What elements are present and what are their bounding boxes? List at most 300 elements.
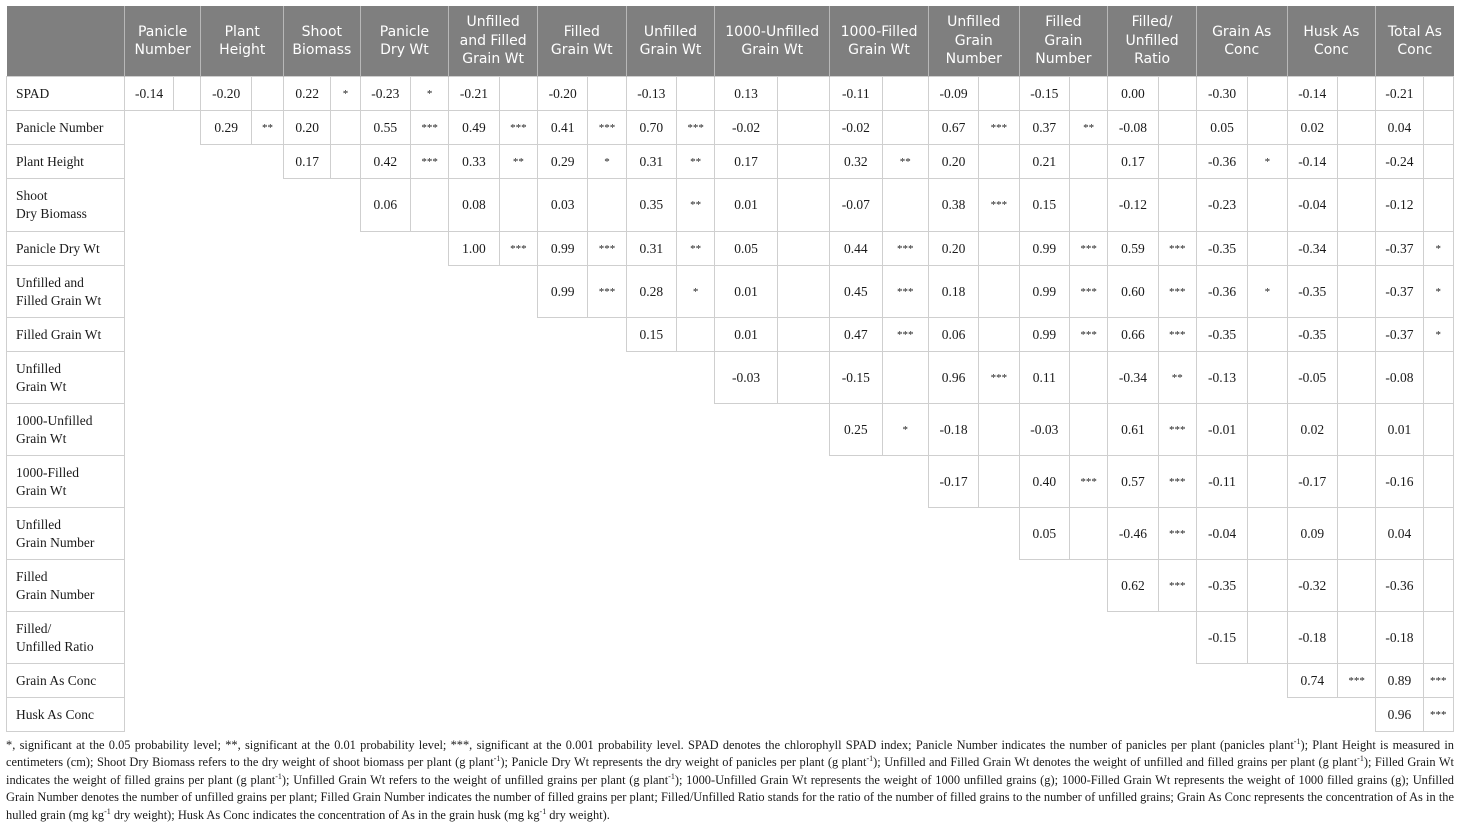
column-header-filled-unfilled-ratio xyxy=(1108,6,1197,77)
correlation-value-cell: -0.24 xyxy=(1376,145,1423,179)
correlation-value-cell: -0.37 xyxy=(1376,232,1423,266)
significance-cell: * xyxy=(1423,318,1453,352)
empty-lower-triangle-cell xyxy=(124,456,928,508)
correlation-value-cell: 0.62 xyxy=(1108,560,1158,612)
correlation-value-cell: -0.34 xyxy=(1287,232,1337,266)
correlation-value-cell: -0.16 xyxy=(1376,456,1423,508)
column-header-label: Total As xyxy=(1387,23,1442,40)
column-header-label: 1000-Filled xyxy=(840,23,918,40)
correlation-value-cell: 0.99 xyxy=(537,266,587,318)
table-row xyxy=(7,145,1454,179)
significance-cell: ** xyxy=(882,145,928,179)
significance-cell xyxy=(1069,508,1107,560)
significance-cell xyxy=(499,77,537,111)
column-header-label: Filled/ xyxy=(1131,14,1173,31)
column-header-total-as-conc xyxy=(1376,6,1454,77)
significance-cell: *** xyxy=(1158,318,1196,352)
significance-cell xyxy=(1337,612,1375,664)
correlation-value-cell: -0.36 xyxy=(1376,560,1423,612)
significance-cell xyxy=(331,111,360,145)
correlation-value-cell: 0.08 xyxy=(449,179,499,232)
footnote-text: dry weight). xyxy=(546,807,610,822)
correlation-value-cell: 0.99 xyxy=(1019,266,1069,318)
correlation-value-cell: -0.17 xyxy=(928,456,978,508)
significance-cell: ** xyxy=(677,145,715,179)
correlation-value-cell: 0.47 xyxy=(830,318,882,352)
row-label-text: Unfilled Ratio xyxy=(16,638,94,654)
row-label xyxy=(7,111,125,145)
significance-cell: ** xyxy=(1158,352,1196,404)
column-header-label: Grain xyxy=(1044,32,1083,49)
correlation-value-cell: 0.17 xyxy=(1108,145,1158,179)
correlation-value-cell: 0.15 xyxy=(626,318,676,352)
table-row xyxy=(7,664,1454,698)
significance-cell xyxy=(1337,111,1375,145)
column-header-label: Height xyxy=(219,42,266,58)
empty-lower-triangle-cell xyxy=(124,179,360,232)
significance-cell xyxy=(979,232,1019,266)
correlation-value-cell: 0.01 xyxy=(715,266,777,318)
significance-cell: * xyxy=(677,266,715,318)
footnote-text: dry weight); Husk As Conc indicates the concentration of As in the grain husk (mg kg xyxy=(110,807,540,822)
significance-cell xyxy=(979,318,1019,352)
column-header-label: Husk As xyxy=(1303,23,1360,40)
significance-cell xyxy=(1337,77,1375,111)
correlation-value-cell: 0.67 xyxy=(928,111,978,145)
significance-cell xyxy=(1423,404,1453,456)
significance-cell: *** xyxy=(1069,266,1107,318)
correlation-value-cell: -0.46 xyxy=(1108,508,1158,560)
significance-cell: *** xyxy=(588,232,626,266)
significance-cell xyxy=(1158,179,1196,232)
column-header-label: Filled xyxy=(563,23,600,40)
correlation-value-cell: -0.30 xyxy=(1196,77,1247,111)
row-label xyxy=(7,145,125,179)
significance-cell xyxy=(251,77,283,111)
table-row xyxy=(7,698,1454,732)
significance-cell: *** xyxy=(1158,232,1196,266)
significance-cell: *** xyxy=(588,266,626,318)
correlation-value-cell: 0.41 xyxy=(537,111,587,145)
correlation-value-cell: 0.55 xyxy=(360,111,410,145)
significance-cell xyxy=(1337,456,1375,508)
significance-cell xyxy=(1423,456,1453,508)
significance-cell xyxy=(1069,145,1107,179)
column-header-label: Panicle xyxy=(137,23,188,40)
footnote-superscript: -1 xyxy=(668,771,675,781)
correlation-value-cell: 0.06 xyxy=(360,179,410,232)
significance-cell xyxy=(1248,232,1287,266)
correlation-value-cell: 0.38 xyxy=(928,179,978,232)
table-row xyxy=(7,456,1454,508)
footnote-text: *, significant at the 0.05 probability level; **, significant at the 0.01 probability level; ***, significant at the 0.001 probability level. SPAD denotes the chlorophyll SPAD index; Panicle Number indicates the number of panicles per plant (panicles plant xyxy=(6,738,1294,752)
correlation-value-cell: 0.89 xyxy=(1376,664,1423,698)
empty-lower-triangle-cell xyxy=(124,698,1375,732)
significance-cell xyxy=(1248,77,1287,111)
correlation-value-cell: 0.01 xyxy=(1376,404,1423,456)
correlation-value-cell: 0.31 xyxy=(626,232,676,266)
significance-cell: * xyxy=(1248,266,1287,318)
row-label xyxy=(7,456,125,508)
column-header-label: Panicle xyxy=(379,23,430,40)
column-header-unfilled-filled-grain-wt xyxy=(449,6,538,77)
significance-cell xyxy=(1248,612,1287,664)
correlation-value-cell: -0.34 xyxy=(1108,352,1158,404)
empty-lower-triangle-cell xyxy=(124,508,1019,560)
row-label xyxy=(7,77,125,111)
column-header-label: Grain Wt xyxy=(550,42,613,58)
correlation-value-cell: -0.14 xyxy=(124,77,173,111)
column-header-label: Plant xyxy=(224,23,260,40)
row-label-text: 1000-Unfilled xyxy=(16,412,93,428)
correlation-value-cell: 0.99 xyxy=(1019,318,1069,352)
table-row xyxy=(7,77,1454,111)
column-header-grain-as-conc xyxy=(1196,6,1287,77)
column-header-label: Unfilled xyxy=(1125,32,1179,49)
significance-cell: * xyxy=(1423,232,1453,266)
significance-cell xyxy=(777,266,829,318)
header-corner-cell xyxy=(7,6,125,77)
row-label-text: Unfilled and xyxy=(16,274,84,290)
column-header-unfilled-grain-number xyxy=(928,6,1019,77)
correlation-value-cell: 0.13 xyxy=(715,77,777,111)
correlation-value-cell: -0.04 xyxy=(1287,179,1337,232)
significance-cell: *** xyxy=(1423,698,1453,732)
correlation-value-cell: -0.21 xyxy=(1376,77,1423,111)
significance-cell: *** xyxy=(1158,266,1196,318)
significance-cell: *** xyxy=(1158,404,1196,456)
significance-cell: *** xyxy=(1158,456,1196,508)
significance-cell xyxy=(1423,560,1453,612)
correlation-value-cell: -0.14 xyxy=(1287,145,1337,179)
significance-cell: * xyxy=(1248,145,1287,179)
footnote-superscript: -1 xyxy=(1293,737,1301,746)
correlation-value-cell: -0.03 xyxy=(715,352,777,404)
significance-cell xyxy=(1069,179,1107,232)
significance-cell xyxy=(1158,111,1196,145)
correlation-value-cell: 0.99 xyxy=(537,232,587,266)
correlation-value-cell: -0.18 xyxy=(928,404,978,456)
footnote-superscript: -1 xyxy=(493,754,501,764)
significance-cell xyxy=(1423,111,1453,145)
significance-cell xyxy=(1337,145,1375,179)
significance-cell xyxy=(777,232,829,266)
footnote-text: ); 1000-Unfilled Grain Wt represents the weight of 1000 unfilled grains (g); 1000-Filled Grain Wt represents the weight of 1000 filled grains (g); Unfilled Grain Number denotes the number of unfilled grains per plant; Filled Grain Number indicates the number of filled grains per plant; Filled/Unfilled Ratio stands for the ratio of the number of filled grains to the number of unfilled grains; Grain As Conc represents the concentration of As in the hulled grain (mg kg xyxy=(6,772,1455,822)
significance-cell xyxy=(1423,145,1453,179)
significance-cell xyxy=(588,179,626,232)
significance-cell: ** xyxy=(1069,111,1107,145)
column-header-label: Biomass xyxy=(292,42,352,58)
column-header-label: Grain As xyxy=(1212,23,1272,40)
significance-cell xyxy=(1337,352,1375,404)
column-header-label: Number xyxy=(945,51,1002,68)
correlation-value-cell: 0.17 xyxy=(284,145,331,179)
significance-cell xyxy=(1248,560,1287,612)
correlation-value-cell: 0.09 xyxy=(1287,508,1337,560)
column-header-label: Grain Wt xyxy=(848,42,910,58)
column-header-label: and Filled xyxy=(459,32,527,49)
significance-cell xyxy=(979,456,1019,508)
footnote-text: ); Filled Grain Wt indicates the weight of filled grains per plant (g plant xyxy=(6,755,1454,787)
table-row xyxy=(7,318,1454,352)
correlation-value-cell: 0.20 xyxy=(928,145,978,179)
row-label-text: Filled Grain Wt xyxy=(16,292,102,308)
correlation-value-cell: -0.35 xyxy=(1287,266,1337,318)
significance-cell xyxy=(1248,179,1287,232)
correlation-value-cell: 0.05 xyxy=(1196,111,1247,145)
significance-cell xyxy=(1337,318,1375,352)
correlation-value-cell: -0.09 xyxy=(928,77,978,111)
row-label-text: Unfilled xyxy=(16,516,61,532)
significance-cell xyxy=(1423,508,1453,560)
footnote-superscript: -1 xyxy=(1357,754,1364,764)
significance-cell: *** xyxy=(499,232,537,266)
correlation-value-cell: 0.03 xyxy=(537,179,587,232)
significance-cell xyxy=(979,145,1019,179)
correlation-value-cell: -0.35 xyxy=(1196,318,1247,352)
correlation-value-cell: -0.37 xyxy=(1376,318,1423,352)
correlation-value-cell: 0.02 xyxy=(1287,111,1337,145)
significance-cell xyxy=(1158,145,1196,179)
significance-cell: *** xyxy=(1158,508,1196,560)
row-label xyxy=(7,698,125,732)
significance-cell xyxy=(1069,352,1107,404)
significance-cell xyxy=(1337,404,1375,456)
significance-cell xyxy=(979,77,1019,111)
correlation-value-cell: -0.20 xyxy=(537,77,587,111)
table-row xyxy=(7,266,1454,318)
correlation-value-cell: 0.59 xyxy=(1108,232,1158,266)
significance-cell: *** xyxy=(1423,664,1453,698)
correlation-value-cell: 0.99 xyxy=(1019,232,1069,266)
correlation-value-cell: -0.15 xyxy=(830,352,882,404)
row-label-text: Grain Wt xyxy=(16,430,67,446)
significance-cell: *** xyxy=(979,352,1019,404)
significance-cell: ** xyxy=(251,111,283,145)
correlation-value-cell: -0.04 xyxy=(1196,508,1247,560)
footnote-superscript: -1 xyxy=(866,754,874,764)
row-label-text: Grain Wt xyxy=(16,378,67,394)
table-row xyxy=(7,111,1454,145)
row-label xyxy=(7,318,125,352)
significance-cell xyxy=(1337,508,1375,560)
significance-cell xyxy=(777,179,829,232)
significance-cell xyxy=(882,77,928,111)
correlation-value-cell: -0.15 xyxy=(1019,77,1069,111)
empty-lower-triangle-cell xyxy=(124,232,448,266)
column-header-label: Unfilled xyxy=(947,14,1001,31)
significance-cell xyxy=(777,77,829,111)
significance-cell xyxy=(1248,508,1287,560)
column-header-label: Grain xyxy=(954,32,993,49)
footnote-superscript: -1 xyxy=(104,806,111,816)
column-header-label: Filled xyxy=(1045,14,1082,31)
correlation-value-cell: -0.36 xyxy=(1196,266,1247,318)
correlation-value-cell: -0.05 xyxy=(1287,352,1337,404)
row-label xyxy=(7,266,125,318)
column-header-label: Unfilled xyxy=(643,23,698,40)
correlation-value-cell: -0.21 xyxy=(449,77,499,111)
correlation-value-cell: 0.31 xyxy=(626,145,676,179)
significance-cell: *** xyxy=(979,111,1019,145)
correlation-value-cell: -0.08 xyxy=(1108,111,1158,145)
correlation-table xyxy=(6,6,1454,732)
significance-cell xyxy=(1069,404,1107,456)
correlation-value-cell: -0.23 xyxy=(360,77,410,111)
correlation-value-cell: -0.07 xyxy=(830,179,882,232)
footnote-text: ); Plant Height is measured in centimeters (cm); Shoot Dry Biomass refers to the dry weight of shoot biomass per plant (g plant xyxy=(6,738,1454,770)
column-header-plant-height xyxy=(201,6,284,77)
empty-lower-triangle-cell xyxy=(124,318,626,352)
correlation-value-cell: -0.01 xyxy=(1196,404,1247,456)
significance-cell xyxy=(331,145,360,179)
significance-cell xyxy=(1337,560,1375,612)
correlation-value-cell: -0.12 xyxy=(1108,179,1158,232)
significance-cell: *** xyxy=(882,318,928,352)
significance-cell: *** xyxy=(411,111,449,145)
column-header-shoot-biomass xyxy=(284,6,361,77)
empty-lower-triangle-cell xyxy=(124,352,714,404)
significance-cell: *** xyxy=(677,111,715,145)
significance-cell: *** xyxy=(979,179,1019,232)
column-header-panicle-dry-wt xyxy=(360,6,449,77)
column-header-label: Grain Wt xyxy=(462,51,524,68)
significance-cell xyxy=(1423,352,1453,404)
correlation-value-cell: 0.40 xyxy=(1019,456,1069,508)
significance-cell: *** xyxy=(411,145,449,179)
significance-cell xyxy=(1423,179,1453,232)
column-header-filled-grain-wt xyxy=(537,6,626,77)
table-header-row xyxy=(7,6,1454,77)
correlation-value-cell: 0.15 xyxy=(1019,179,1069,232)
significance-cell xyxy=(1248,352,1287,404)
row-label-text: 1000-Filled xyxy=(16,464,79,480)
empty-lower-triangle-cell xyxy=(124,560,1107,612)
correlation-value-cell: 0.33 xyxy=(449,145,499,179)
correlation-value-cell: -0.14 xyxy=(1287,77,1337,111)
significance-cell xyxy=(979,404,1019,456)
table-footnote xyxy=(6,737,1454,824)
correlation-value-cell: 0.96 xyxy=(928,352,978,404)
correlation-value-cell: 0.74 xyxy=(1287,664,1337,698)
footnote-superscript: -1 xyxy=(539,806,547,816)
row-label xyxy=(7,232,125,266)
row-label-text: Grain As Conc xyxy=(16,672,97,688)
correlation-value-cell: -0.02 xyxy=(715,111,777,145)
correlation-value-cell: -0.36 xyxy=(1196,145,1247,179)
footnote-text: ); Unfilled and Filled Grain Wt denotes the weight of unfilled and filled grains per plant (g plant xyxy=(873,755,1358,770)
footnote-text: ); Unfilled Grain Wt refers to the weight of unfilled grains per plant (g plant xyxy=(281,772,669,787)
correlation-value-cell: -0.20 xyxy=(201,77,251,111)
significance-cell xyxy=(677,318,715,352)
correlation-value-cell: -0.32 xyxy=(1287,560,1337,612)
correlation-value-cell: 0.60 xyxy=(1108,266,1158,318)
correlation-value-cell: 0.49 xyxy=(449,111,499,145)
significance-cell: * xyxy=(588,145,626,179)
significance-cell xyxy=(1337,232,1375,266)
significance-cell: * xyxy=(882,404,928,456)
correlation-value-cell: -0.18 xyxy=(1287,612,1337,664)
significance-cell xyxy=(677,77,715,111)
correlation-value-cell: -0.23 xyxy=(1196,179,1247,232)
significance-cell: * xyxy=(1423,266,1453,318)
column-header-label: 1000-Unfilled xyxy=(725,23,820,40)
significance-cell xyxy=(174,77,201,111)
row-label xyxy=(7,352,125,404)
table-row xyxy=(7,232,1454,266)
correlation-value-cell: 0.28 xyxy=(626,266,676,318)
row-label-text: Filled/ xyxy=(16,620,52,636)
correlation-value-cell: -0.02 xyxy=(830,111,882,145)
correlation-value-cell: 0.96 xyxy=(1376,698,1423,732)
correlation-value-cell: 0.29 xyxy=(537,145,587,179)
significance-cell: ** xyxy=(677,232,715,266)
correlation-value-cell: 0.70 xyxy=(626,111,676,145)
table-row xyxy=(7,179,1454,232)
table-row xyxy=(7,352,1454,404)
row-label xyxy=(7,612,125,664)
row-label xyxy=(7,560,125,612)
correlation-table-container xyxy=(6,6,1454,732)
empty-lower-triangle-cell xyxy=(124,664,1287,698)
correlation-value-cell: 0.04 xyxy=(1376,508,1423,560)
correlation-value-cell: 0.22 xyxy=(284,77,331,111)
significance-cell xyxy=(777,145,829,179)
correlation-value-cell: 0.05 xyxy=(715,232,777,266)
row-label-text: Dry Biomass xyxy=(16,206,87,221)
correlation-value-cell: 0.37 xyxy=(1019,111,1069,145)
correlation-value-cell: -0.15 xyxy=(1196,612,1247,664)
correlation-value-cell: -0.35 xyxy=(1196,232,1247,266)
correlation-value-cell: 0.00 xyxy=(1108,77,1158,111)
correlation-value-cell: -0.13 xyxy=(1196,352,1247,404)
column-header-label: Conc xyxy=(1224,42,1260,58)
row-label-text: Plant Height xyxy=(16,153,84,169)
significance-cell: *** xyxy=(1069,456,1107,508)
correlation-value-cell: 0.35 xyxy=(626,179,676,232)
row-label-text: Grain Wt xyxy=(16,482,67,498)
row-label xyxy=(7,508,125,560)
correlation-value-cell: -0.35 xyxy=(1287,318,1337,352)
significance-cell xyxy=(1337,179,1375,232)
row-label-text: Unfilled xyxy=(16,360,61,376)
significance-cell: *** xyxy=(1069,318,1107,352)
significance-cell xyxy=(1337,266,1375,318)
correlation-value-cell: 0.01 xyxy=(715,179,777,232)
correlation-value-cell: 0.06 xyxy=(928,318,978,352)
correlation-value-cell: -0.18 xyxy=(1376,612,1423,664)
correlation-value-cell: -0.11 xyxy=(1196,456,1247,508)
correlation-value-cell: -0.35 xyxy=(1196,560,1247,612)
significance-cell xyxy=(882,179,928,232)
correlation-value-cell: 0.32 xyxy=(830,145,882,179)
column-header-unfilled-grain-wt xyxy=(626,6,715,77)
correlation-value-cell: 0.11 xyxy=(1019,352,1069,404)
significance-cell xyxy=(499,179,537,232)
row-label-text: SPAD xyxy=(16,85,50,101)
correlation-value-cell: -0.13 xyxy=(626,77,676,111)
column-header-label: Number xyxy=(1035,51,1092,68)
table-row xyxy=(7,508,1454,560)
significance-cell xyxy=(1069,77,1107,111)
empty-lower-triangle-cell xyxy=(124,266,537,318)
significance-cell: *** xyxy=(588,111,626,145)
significance-cell xyxy=(882,352,928,404)
significance-cell: *** xyxy=(882,266,928,318)
correlation-value-cell: -0.11 xyxy=(830,77,882,111)
correlation-value-cell: 0.17 xyxy=(715,145,777,179)
column-header-label: Dry Wt xyxy=(380,42,429,58)
